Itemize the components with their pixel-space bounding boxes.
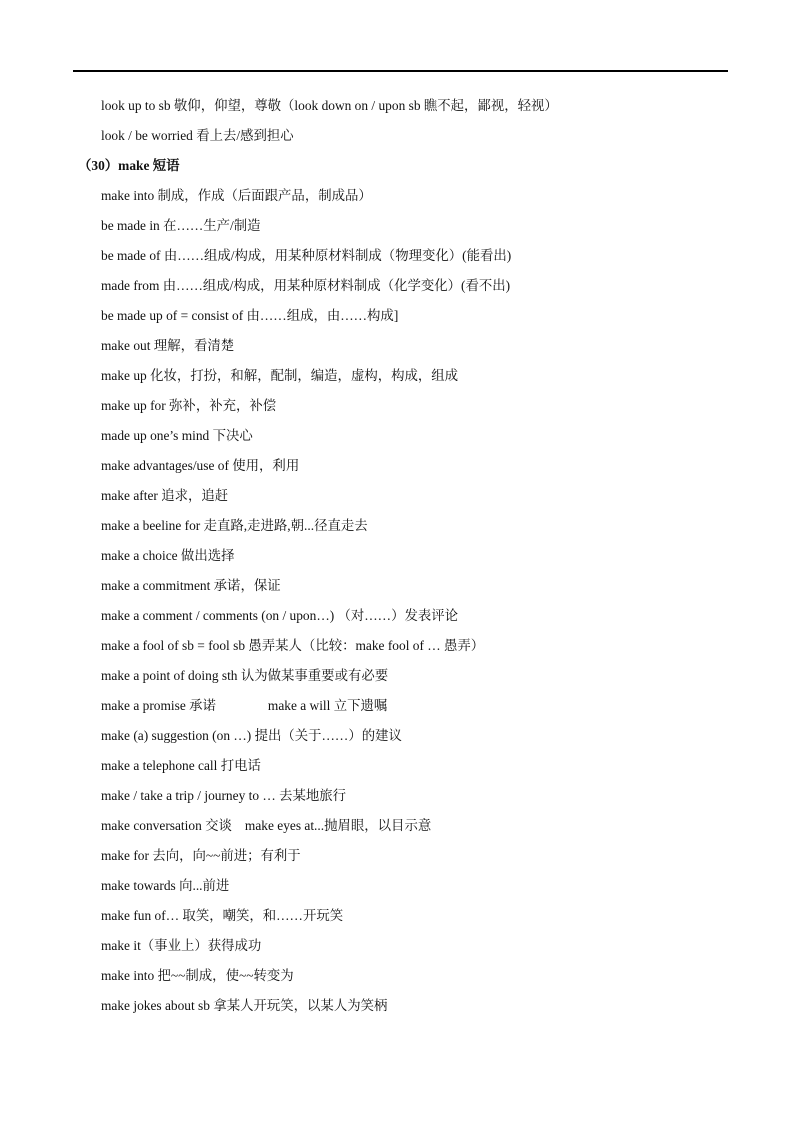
phrase-line: make / take a trip / journey to … 去某地旅行 (101, 788, 347, 803)
phrase-line: make fun of… 取笑，嘲笑，和……开玩笑 (101, 908, 344, 923)
section-heading: （30）make 短语 (78, 158, 180, 173)
header-rule (73, 70, 728, 72)
phrase-line: make into 制成，作成（后面跟产品，制成品） (101, 188, 372, 203)
phrase-line: make a point of doing sth 认为做某事重要或有必要 (101, 668, 389, 683)
phrase-line: made up one’s mind 下决心 (101, 428, 253, 443)
phrase-line: make out 理解，看清楚 (101, 338, 235, 353)
phrase-line: be made up of = consist of 由……组成，由……构成] (101, 308, 399, 323)
phrase-text: make conversation 交谈 (101, 818, 232, 833)
phrase-line: be made of 由……组成/构成，用某种原材料制成（物理变化）(能看出) (101, 248, 512, 263)
phrase-line: make a choice 做出选择 (101, 548, 235, 563)
phrase-line: make after 追求，追赶 (101, 488, 229, 503)
phrase-line (0, 694, 800, 724)
phrase-line: make up 化妆，打扮，和解，配制，编造，虚构，构成，组成 (101, 368, 459, 383)
phrase-line: look up to sb 敬仰，仰望，尊敬（look down on / upon sb 瞧不起，鄙视，轻视） (101, 98, 558, 113)
phrase-line: look / be worried 看上去/感到担心 (101, 128, 294, 143)
phrase-line: make a beeline for 走直路,走进路,朝...径直走去 (101, 518, 368, 533)
phrase-line: make a comment / comments (on / upon…) （对……）发表评论 (101, 608, 459, 623)
phrase-line: make a fool of sb = fool sb 愚弄某人（比较：make fool of … 愚弄） (101, 638, 485, 653)
phrase-line: make into 把~~制成，使~~转变为 (101, 968, 294, 983)
phrase-line: make towards 向...前进 (101, 878, 230, 893)
phrase-text: make a promise 承诺 (101, 698, 216, 713)
phrase-line: make for 去向，向~~前进；有利于 (101, 848, 301, 863)
phrase-line: make jokes about sb 拿某人开玩笑，以某人为笑柄 (101, 998, 388, 1013)
phrase-line: be made in 在……生产/制造 (101, 218, 261, 233)
phrase-list (0, 94, 800, 1024)
phrase-text-secondary: make eyes at...抛眉眼，以目示意 (244, 818, 432, 833)
phrase-line: make a telephone call 打电话 (101, 758, 261, 773)
phrase-line: make a commitment 承诺，保证 (101, 578, 281, 593)
phrase-line: make up for 弥补，补充，补偿 (101, 398, 277, 413)
phrase-line: make it（事业上）获得成功 (101, 938, 262, 953)
phrase-line: made from 由……组成/构成，用某种原材料制成（化学变化）(看不出) (101, 278, 511, 293)
phrase-line (0, 814, 800, 844)
phrase-line: make (a) suggestion (on …) 提出（关于……）的建议 (101, 728, 402, 743)
phrase-text-secondary: make a will 立下遗嘱 (267, 698, 388, 713)
phrase-line: make advantages/use of 使用，利用 (101, 458, 300, 473)
